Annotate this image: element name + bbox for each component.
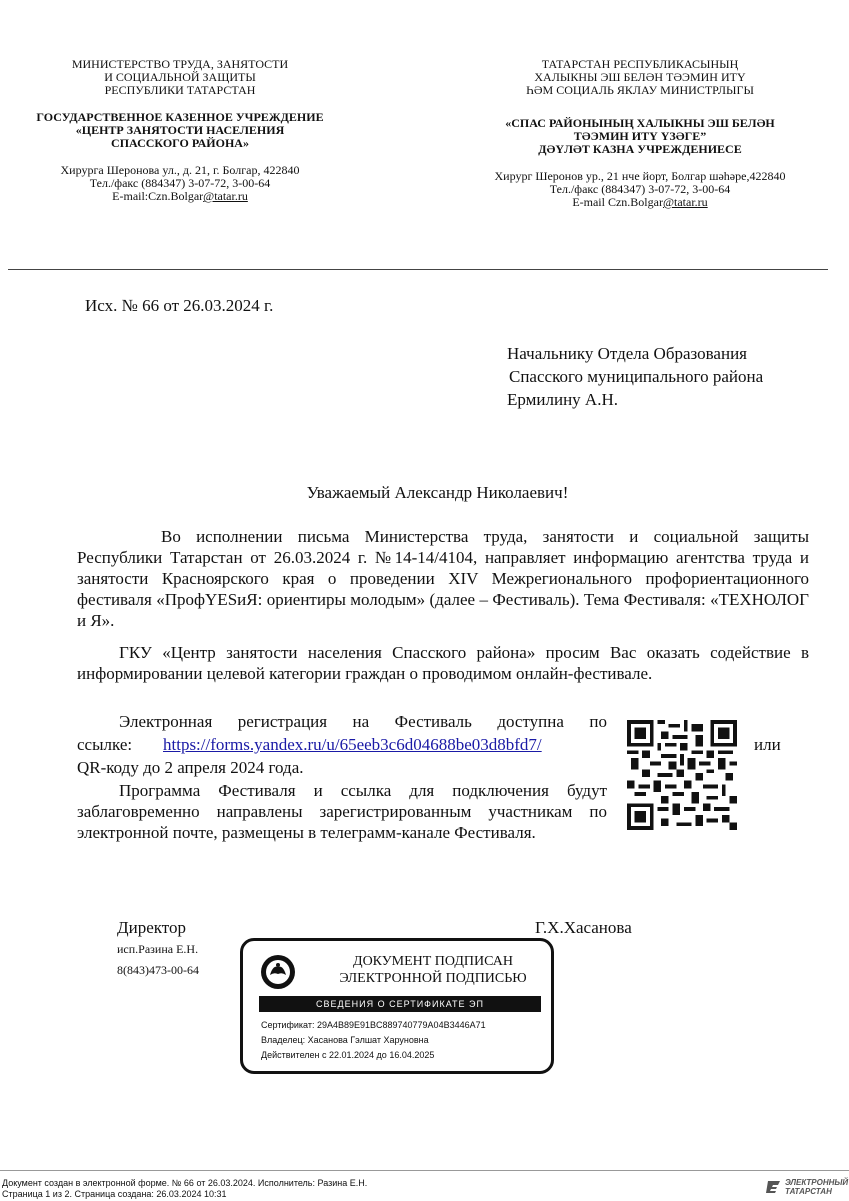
registration-link[interactable]: https://forms.yandex.ru/u/65eeb3c6d04688be03d8bfd7/ [163, 735, 542, 754]
electronic-tatarstan-logo: ЭЛЕКТРОННЫЙ ТАТАРСТАН [766, 1178, 844, 1198]
or-word: или [754, 735, 781, 754]
stamp-title: ДОКУМЕНТ ПОДПИСАН ЭЛЕКТРОННОЙ ПОДПИСЬЮ [339, 954, 527, 986]
signature-stamp [240, 938, 554, 1074]
footer [0, 1170, 849, 1201]
email-domain-link-tt[interactable]: @tatar.ru [662, 195, 708, 209]
institution-name-ru: ГОСУДАРСТВЕННОЕ КАЗЕННОЕ УЧРЕЖДЕНИЕ «ЦЕНТР ЗАНЯТОСТИ НАСЕЛЕНИЯ СПАССКОГО РАЙОНА» [36, 110, 324, 150]
outgoing-number: Исх. № 66 от 26.03.2024 г. [85, 296, 274, 315]
email-ru: E-mail:Czn.Bolgar@tatar.ru [112, 189, 248, 203]
institution-name-tt: «СПАС РАЙОНЫНЫҢ ХАЛЫКНЫ ЭШ БЕЛӘН ТӘЭМИН ИТҮ ҮЗӘГЕ” ДӘҮЛӘТ КАЗНА УЧРЕЖДЕНИЕСЕ [505, 116, 775, 156]
salutation: Уважаемый Александр Николаевич! [306, 483, 569, 502]
certificate-number: Сертификат: 29A4B89E91BC889740779A04B3446A71 [261, 1020, 486, 1030]
qr-code-icon[interactable] [627, 720, 737, 830]
paragraph-3-line-3: QR-коду до 2 апреля 2024 года. [77, 758, 304, 777]
email-tt: E-mail Czn.Bolgar@tatar.ru [572, 195, 708, 209]
paragraph-3-line-1: Электронная регистрация на Фестиваль доступна по [119, 712, 607, 731]
header-right [470, 58, 810, 209]
footer-line-1: Документ создан в электронной форме. № 66 от 26.03.2024. Исполнитель: Разина Е.Н. [2, 1178, 368, 1188]
executor-name: исп.Разина Е.Н. [117, 942, 199, 956]
email-domain-link[interactable]: @tatar.ru [203, 189, 248, 203]
paragraph-4: Программа Фестиваля и ссылка для подключения будут заблаговременно направлены зарегистрированным участникам по электронной почте, размещены в телеграмм-канале Фестиваля. [77, 781, 607, 842]
signature-name: Г.Х.Хасанова [535, 918, 632, 937]
ministry-name-ru: МИНИСТЕРСТВО ТРУДА, ЗАНЯТОСТИ И СОЦИАЛЬНОЙ ЗАЩИТЫ РЕСПУБЛИКИ ТАТАРСТАН [71, 57, 289, 97]
paragraph-3-line-2: ссылке: [77, 735, 133, 754]
recipient-block: Начальнику Отдела Образования Спасского муниципального района Ермилину А.Н. [507, 344, 764, 409]
phone-ru: Тел./факс (884347) 3-07-72, 3-00-64 [89, 176, 271, 190]
footer-line-2: Страница 1 из 2. Страница создана: 26.03.2024 10:31 [2, 1189, 227, 1199]
paragraph-2: ГКУ «Центр занятости населения Спасского района» просим Вас оказать содействие в информировании целевой категории граждан о проводимом онлайн-фестивале. [77, 643, 809, 683]
ministry-name-tt: ТАТАРСТАН РЕСПУБЛИКАСЫНЫҢ ХАЛЫКНЫ ЭШ БЕЛӘН ТӘЭМИН ИТҮ ҺӘМ СОЦИАЛЬ ЯКЛАУ МИНИСТРЛЫГЫ [526, 57, 754, 97]
signature-position: Директор [117, 918, 186, 937]
et-logo-icon [766, 1179, 782, 1195]
certificate-validity: Действителен с 22.01.2024 до 16.04.2025 [261, 1050, 435, 1060]
tatarstan-emblem-icon [259, 953, 297, 991]
emblem-icon [395, 55, 451, 135]
header-divider [8, 269, 828, 270]
executor-phone: 8(843)473-00-64 [117, 963, 199, 977]
phone-tt: Тел./факс (884347) 3-07-72, 3-00-64 [549, 182, 731, 196]
address-tt: Хирург Шеронов ур., 21 нче йорт, Болгар шәһәре,422840 [494, 169, 786, 183]
paragraph-1: Во исполнении письма Министерства труда, занятости и социальной защиты Республики Татарстан от 26.03.2024 г. №14-14/4104, направляет информацию агентства труда и занятости Красноярского края о проведении XIV Межрегионального профориентационного фестиваля «ПрофYESиЯ: ориентиры молодым» (далее – Фестиваль). Тема Фестиваля: «ТЕХНОЛОГ и Я». [77, 527, 809, 630]
certificate-info-bar: СВЕДЕНИЯ О СЕРТИФИКАТЕ ЭП [259, 996, 541, 1012]
header-left [20, 58, 340, 203]
certificate-owner: Владелец: Хасанова Гэлшат Харуновна [261, 1035, 429, 1045]
address-ru: Хирурга Шеронова ул., д. 21, г. Болгар, 422840 [60, 163, 300, 177]
